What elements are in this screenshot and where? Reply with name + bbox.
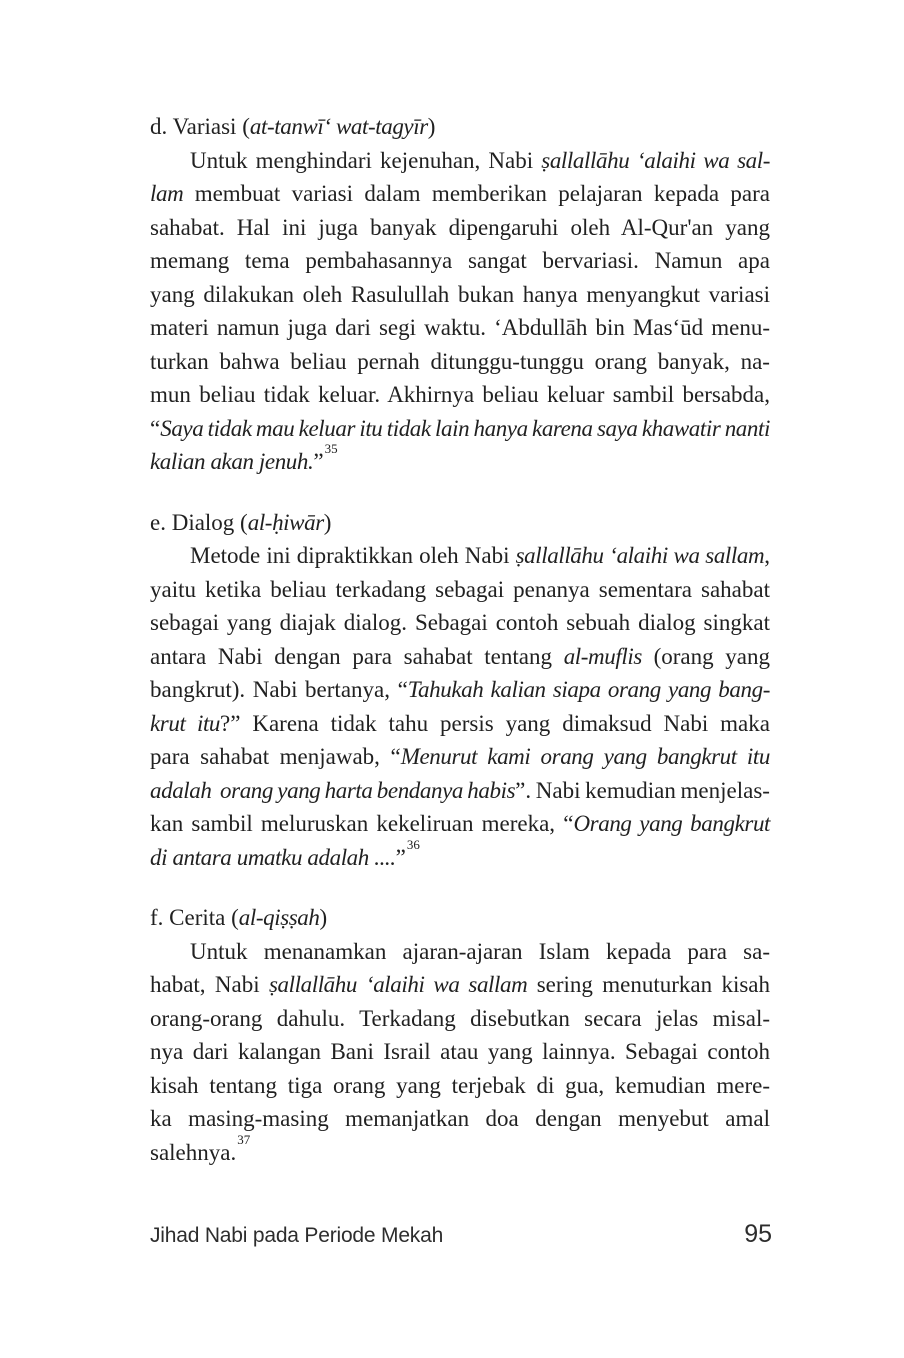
body-text: ”	[395, 844, 406, 870]
body-text: sering menuturkan kisah	[527, 972, 771, 997]
page-number: 95	[744, 1220, 772, 1248]
italic-text: di antara umatku adalah ....	[150, 844, 396, 870]
paragraph	[150, 935, 770, 1170]
italic-text: Saya tidak mau keluar itu tidak lain hanya karena saya khawatir nanti	[160, 415, 770, 441]
page-content	[150, 110, 770, 1169]
body-text: mun beliau tidak keluar. Akhirnya beliau keluar sambil bersabda,	[150, 382, 770, 407]
footnote-ref: 36	[406, 836, 420, 852]
body-text: materi namun juga dari segi waktu. ‘Abdullāh bin Mas‘ūd menu-	[150, 315, 771, 340]
text-line	[150, 740, 770, 774]
body-text: turkan bahwa beliau pernah ditunggu-tunggu orang banyak, na-	[150, 348, 770, 374]
body-text: ”. Nabi kemudian menjelas-	[515, 777, 770, 803]
body-text: bangkrut). Nabi bertanya, “	[150, 677, 408, 702]
italic-text: at-tanwī‘ wat-tagyīr	[249, 114, 428, 139]
text-line	[150, 345, 770, 379]
body-text: )	[427, 114, 436, 139]
text-line	[150, 640, 770, 674]
body-text: para sahabat menjawab, “	[150, 744, 401, 769]
text-line	[150, 968, 770, 1002]
body-text: yang dilakukan oleh Rasulullah bukan hanya menyangkut variasi	[150, 281, 770, 307]
text-line	[150, 412, 770, 446]
section-e	[150, 506, 770, 875]
section-heading	[150, 506, 770, 540]
body-text: kisah tentang tiga orang yang terjebak di gua, kemudian mere-	[150, 1072, 770, 1098]
text-line	[150, 1102, 770, 1136]
body-text: “	[150, 415, 161, 441]
body-text: )	[323, 509, 332, 535]
body-text: kan sambil meluruskan kekeliruan mereka, “	[150, 811, 574, 836]
body-text: yaitu ketika beliau terkadang sebagai penanya sementara sahabat	[150, 576, 770, 602]
body-text: Metode ini dipraktikkan oleh Nabi	[190, 543, 516, 568]
text-line	[150, 1035, 770, 1069]
body-text: nya dari kalangan Bani Israil atau yang lainnya. Sebagai contoh	[150, 1039, 770, 1064]
text-line	[150, 774, 770, 808]
section-heading	[150, 110, 770, 144]
text-line	[150, 378, 770, 412]
italic-text: al-qiṣṣah	[238, 905, 320, 930]
body-text: orang-orang dahulu. Terkadang disebutkan secara jelas misal-	[150, 1005, 771, 1031]
body-text: antara Nabi dengan para sahabat tentang	[150, 643, 564, 669]
italic-text: ṣallallāhu ‘alaihi wa sal-	[541, 147, 770, 173]
body-text: ka masing-masing memanjatkan doa dengan menyebut amal	[150, 1106, 770, 1131]
section-d	[150, 110, 770, 479]
text-line	[150, 807, 770, 841]
text-line	[150, 278, 770, 312]
italic-text: Menurut kami orang yang bangkrut itu	[400, 744, 771, 769]
body-text: Untuk menanamkan ajaran-ajaran Islam kepada para sa-	[190, 938, 771, 964]
body-text: habat, Nabi	[150, 972, 269, 997]
body-text: salehnya.	[150, 1139, 237, 1165]
text-line	[150, 311, 770, 345]
text-line	[150, 573, 770, 607]
section-heading	[150, 901, 770, 935]
text-line	[150, 836, 770, 875]
body-text: ?” Karena tidak tahu persis yang dimaksud Nabi maka	[220, 710, 770, 736]
running-footer-title: Jihad Nabi pada Periode Mekah	[150, 1224, 444, 1247]
paragraph	[150, 539, 770, 874]
italic-text: krut itu	[150, 710, 221, 736]
italic-text: lam	[150, 181, 184, 206]
italic-text: Tahukah kalian siapa orang yang bang-	[407, 677, 770, 702]
italic-text: al-muflis	[563, 643, 642, 669]
body-text: sebagai yang diajak dialog. Sebagai contoh sebuah dialog singkat	[150, 610, 770, 635]
text-line	[150, 606, 770, 640]
body-text: )	[319, 905, 328, 930]
text-line	[150, 1069, 770, 1103]
body-text: ”	[313, 449, 324, 474]
text-line	[150, 144, 770, 178]
text-line	[150, 539, 770, 573]
text-line	[150, 244, 770, 278]
text-line	[150, 935, 770, 969]
text-line	[150, 211, 770, 245]
text-line	[150, 441, 770, 479]
text-line	[150, 177, 770, 211]
body-text: e. Dialog (	[150, 509, 248, 535]
body-text: d. Variasi (	[150, 114, 250, 139]
body-text: Untuk menghindari kejenuhan, Nabi	[190, 147, 542, 173]
italic-text: ṣallallāhu ‘alaihi wa sallam	[515, 543, 765, 568]
italic-text: adalah orang yang harta bendanya habis	[150, 777, 516, 803]
body-text: memang tema pembahasannya sangat bervariasi. Namun apa	[150, 248, 770, 273]
body-text: sahabat. Hal ini juga banyak dipengaruhi oleh Al-Qur'an yang	[150, 214, 770, 240]
italic-text: Orang yang bangkrut	[573, 811, 771, 836]
text-line	[150, 1002, 770, 1036]
text-line	[150, 673, 770, 707]
body-text: f. Cerita (	[150, 905, 239, 930]
text-line	[150, 707, 770, 741]
text-line	[150, 1131, 770, 1170]
section-f	[150, 901, 770, 1169]
body-text: membuat variasi dalam memberikan pelajaran kepada para	[183, 181, 770, 206]
italic-text: ṣallallāhu ‘alaihi wa sallam	[268, 972, 528, 997]
footnote-ref: 37	[237, 1131, 251, 1147]
italic-text: al-ḥiwār	[247, 509, 324, 535]
paragraph	[150, 144, 770, 479]
page-footer	[150, 1220, 772, 1249]
italic-text: kalian akan jenuh.	[150, 449, 314, 474]
footnote-ref: 35	[324, 441, 338, 457]
body-text: ,	[764, 543, 770, 568]
body-text: (orang yang	[641, 643, 770, 669]
